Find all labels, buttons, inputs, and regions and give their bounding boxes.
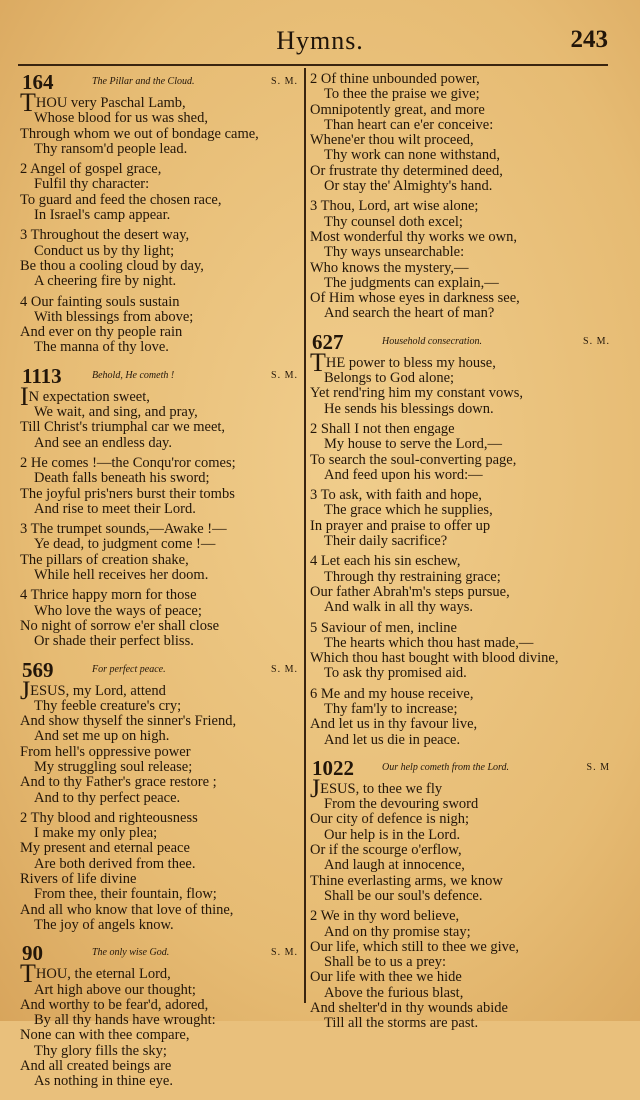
verse-line: And rise to meet their Lord. (34, 500, 196, 517)
verse-line: Through whom we out of bondage came, (20, 125, 259, 142)
verse-line: Our help is in the Lord. (324, 826, 461, 843)
stanza (310, 347, 610, 417)
verse-line: And let us die in peace. (324, 731, 461, 748)
hymn-number: 90 (22, 941, 43, 966)
verse-line: Our life with thee we hide (310, 969, 462, 986)
verse-line: As nothing in thine eye. (34, 1073, 173, 1090)
verse-line: 2 Angel of gospel grace, (20, 161, 162, 178)
stanza (310, 554, 610, 615)
stanza (310, 687, 610, 748)
hymn-number: 569 (22, 657, 54, 682)
verse-line: By all thy hands have wrought: (34, 1012, 216, 1029)
verse-line: Our city of defence is nigh; (310, 811, 470, 828)
stanza (20, 588, 298, 649)
verse-line: And shelter'd in thy wounds abide (310, 1000, 508, 1017)
verse-line: 4 Let each his sin eschew, (310, 553, 461, 570)
stanza (20, 88, 298, 157)
stanza (20, 811, 298, 933)
verse-line: 2 Of thine unbounded power, (310, 71, 480, 87)
verse-line: Thy work can none withstand, (324, 147, 500, 164)
verse-line: And ever on thy people rain (20, 324, 183, 341)
verse-line: Be thou a cooling cloud by day, (20, 257, 204, 274)
verse-line: Most wonderful thy works we own, (310, 228, 518, 245)
verse-line: Death falls beneath his sword; (34, 470, 210, 487)
hymn-title: For perfect peace. (92, 663, 166, 675)
verse-line: My house to serve the Lord,— (324, 436, 502, 453)
verse-line: From the devouring sword (324, 796, 479, 813)
stanza (310, 909, 610, 1031)
verse-line: To search the soul-converting page, (310, 451, 517, 468)
stanza (20, 162, 298, 223)
verse-line: And all created beings are (20, 1058, 172, 1075)
verse-line: Above the furious blast, (324, 984, 464, 1001)
line-text: HOU very Paschal Lamb, (35, 95, 186, 111)
hymn-title: The Pillar and the Cloud. (92, 76, 195, 87)
verse-line: 4 Our fainting souls sustain (20, 293, 180, 310)
verse-line: From hell's oppressive power (20, 743, 191, 760)
hymn (20, 363, 298, 650)
verse-line: Our father Abrah'm's steps pursue, (310, 583, 510, 600)
hymn-heading (310, 329, 610, 354)
hymn (20, 72, 298, 356)
verse-line: Are both derived from thee. (34, 855, 196, 872)
drop-cap: T (310, 347, 326, 377)
verse-line: Thy glory fills the sky; (34, 1042, 167, 1059)
verse-line: The grace which he supplies, (324, 502, 493, 519)
verse-line: 2 He comes !—the Conqu'ror comes; (20, 454, 236, 471)
stanza (20, 522, 298, 583)
page-title: Hymns. (276, 26, 364, 55)
verse-line: No night of sorrow e'er shall close (20, 617, 220, 634)
verse-line: And let us in thy favour live, (310, 716, 478, 733)
hymn-meter: S. M. (271, 947, 298, 959)
drop-cap: T (20, 959, 36, 989)
hymn-number: 627 (312, 329, 344, 354)
verse-line: And on thy promise stay; (324, 923, 471, 940)
stanza (20, 456, 298, 517)
hymn-heading (20, 72, 298, 94)
stanza (20, 295, 298, 356)
verse-line: Which thou hast bought with blood divine, (310, 650, 559, 667)
right-column (310, 72, 610, 1042)
line-text: HE power to bless my house, (325, 354, 496, 371)
hymn (20, 657, 298, 934)
hymn-title: The only wise God. (92, 947, 170, 959)
hymn-heading (20, 943, 298, 965)
stanza (310, 72, 610, 194)
hymn-meter: S. M (586, 761, 610, 773)
verse-line: 6 Me and my house receive, (310, 685, 474, 702)
verse-line: Fulfil thy character: (34, 176, 150, 193)
verse-line: Who love the ways of peace; (34, 602, 202, 619)
verse-line: Than heart can e'er conceive: (324, 116, 494, 133)
verse-line: While hell receives her doom. (34, 567, 209, 584)
hymn-meter: S. M. (271, 663, 298, 675)
stanza (20, 959, 298, 1090)
verse-line: 3 The trumpet sounds,—Awake !— (20, 521, 227, 538)
verse-line: And search the heart of man? (324, 305, 495, 322)
verse-line: The joy of angels know. (34, 916, 174, 933)
hymn (310, 329, 610, 748)
verse-line: From thee, their fountain, flow; (34, 886, 217, 903)
column-divider (304, 68, 306, 1003)
left-column (20, 72, 298, 1100)
drop-cap: T (20, 88, 36, 117)
verse-line: He sends his blessings down. (324, 400, 494, 417)
drop-cap: J (20, 675, 31, 705)
line-text: HOU, the eternal Lord, (35, 966, 171, 983)
header-rule (18, 64, 608, 66)
hymn (20, 943, 298, 1089)
verse-line: We wait, and sing, and pray, (34, 404, 198, 421)
verse-line: And feed upon his word:— (324, 466, 483, 483)
verse-line: Thy ransom'd people lead. (34, 140, 188, 157)
verse-line: In Israel's camp appear. (34, 207, 171, 224)
hymn (310, 755, 610, 1032)
verse-line: To guard and feed the chosen race, (20, 191, 222, 208)
hymn-heading (310, 755, 610, 780)
verse-line: And walk in all thy ways. (324, 599, 474, 616)
verse-line: The hearts which thou hast made,— (324, 634, 534, 651)
verse-line: None can with thee compare, (20, 1027, 190, 1044)
verse-line: Through thy restraining grace; (324, 568, 501, 585)
hymn-title: Household consecration. (382, 335, 482, 347)
verse-line: Art high above our thought; (34, 981, 196, 998)
line-text: ESUS, to thee we fly (320, 780, 443, 797)
verse-line (20, 88, 298, 117)
verse-line: Whose blood for us was shed, (34, 110, 208, 127)
page-header (0, 26, 640, 60)
verse-line: Conduct us by thy light; (34, 242, 175, 259)
verse-line: Thine everlasting arms, we know (310, 872, 503, 889)
verse-line: Or if the scourge o'erflow, (310, 842, 462, 859)
hymn-meter: S. M. (271, 76, 298, 87)
verse-line: And laugh at innocence, (324, 857, 465, 874)
verse-line: And show thyself the sinner's Friend, (20, 713, 237, 730)
verse-line: 4 Thrice happy morn for those (20, 587, 197, 604)
verse-line: Shall be to us a prey: (324, 954, 447, 971)
stanza (20, 675, 298, 806)
verse-line: And worthy to be fear'd, adored, (20, 996, 209, 1013)
verse-line: 2 We in thy word believe, (310, 908, 460, 925)
stanza (310, 488, 610, 549)
verse-line: 3 Throughout the desert way, (20, 227, 190, 244)
verse-line (310, 347, 610, 377)
drop-cap: J (310, 773, 321, 803)
verse-line: Our life, which still to thee we give, (310, 938, 519, 955)
verse-line: The pillars of creation shake, (20, 551, 189, 568)
stanza (310, 773, 610, 904)
verse-line: 5 Saviour of men, incline (310, 619, 457, 636)
verse-line: And set me up on high. (34, 728, 170, 745)
hymn-heading (20, 363, 298, 388)
verse-line: Whene'er thou wilt proceed, (310, 132, 474, 149)
verse-line: Ye dead, to judgment come !— (34, 536, 216, 553)
hymn-title: Our help cometh from the Lord. (382, 761, 510, 773)
verse-line: And all who know that love of thine, (20, 901, 234, 918)
verse-line (310, 773, 610, 803)
verse-line: Their daily sacrifice? (324, 533, 448, 550)
stanza (310, 422, 610, 483)
drop-cap: I (20, 381, 29, 411)
hymn-number: 164 (22, 70, 54, 94)
verse-line: The manna of thy love. (34, 339, 169, 356)
hymn-heading (20, 657, 298, 682)
hymn (310, 72, 610, 322)
hymn-meter: S. M. (583, 335, 610, 347)
verse-line: The judgments can explain,— (324, 274, 499, 291)
verse-line: Thy ways unsearchable: (324, 244, 465, 261)
stanza (310, 621, 610, 682)
verse-line: Thy feeble creature's cry; (34, 697, 182, 714)
verse-line: Shall be our soul's defence. (324, 887, 483, 904)
verse-line: Till Christ's triumphal car we meet, (20, 419, 226, 436)
line-text: ESUS, my Lord, attend (30, 682, 166, 699)
verse-line: And to thy perfect peace. (34, 789, 181, 806)
verse-line: A cheering fire by night. (34, 273, 177, 290)
hymn-title: Behold, He cometh ! (92, 369, 175, 381)
verse-line: Rivers of life divine (20, 871, 137, 888)
line-text: N expectation sweet, (28, 388, 150, 405)
verse-line (20, 675, 298, 705)
verse-line: Or shade their perfect bliss. (34, 633, 194, 650)
verse-line: Of Him whose eyes in darkness see, (310, 290, 520, 307)
hymn-number: 1113 (22, 363, 62, 388)
verse-line: I make my only plea; (34, 825, 158, 842)
verse-line: Thy fam'ly to increase; (324, 700, 458, 717)
verse-line: And see an endless day. (34, 434, 172, 451)
verse-line: With blessings from above; (34, 308, 194, 325)
verse-line: Thy counsel doth excel; (324, 213, 463, 230)
verse-line: Or stay the' Almighty's hand. (324, 178, 493, 195)
page-number: 243 (570, 26, 608, 53)
stanza (20, 381, 298, 451)
verse-line: Or frustrate thy determined deed, (310, 162, 503, 179)
verse-line: Till all the storms are past. (324, 1015, 479, 1032)
stanza (20, 228, 298, 289)
hymn-number: 1022 (312, 755, 354, 780)
verse-line: Yet rend'ring him my constant vows, (310, 385, 523, 402)
verse-line: The joyful pris'ners burst their tombs (20, 485, 235, 502)
verse-line: 2 Thy blood and righteousness (20, 809, 198, 826)
verse-line: 2 Shall I not then engage (310, 420, 455, 437)
verse-line (20, 959, 298, 989)
verse-line: And to thy Father's grace restore ; (20, 774, 217, 791)
verse-line: In prayer and praise to offer up (310, 517, 491, 534)
verse-line: My present and eternal peace (20, 840, 190, 857)
verse-line: 3 Thou, Lord, art wise alone; (310, 198, 479, 215)
verse-line: Omnipotently great, and more (310, 101, 485, 118)
verse-line: My struggling soul release; (34, 758, 193, 775)
stanza (310, 199, 610, 321)
verse-line: Who knows the mystery,— (310, 259, 469, 276)
verse-line (20, 381, 298, 411)
verse-line: To ask thy promised aid. (324, 665, 467, 682)
verse-line: To thee the praise we give; (324, 86, 480, 103)
verse-line: 3 To ask, with faith and hope, (310, 487, 482, 504)
verse-line: Belongs to God alone; (324, 370, 455, 387)
hymn-meter: S. M. (271, 369, 298, 381)
